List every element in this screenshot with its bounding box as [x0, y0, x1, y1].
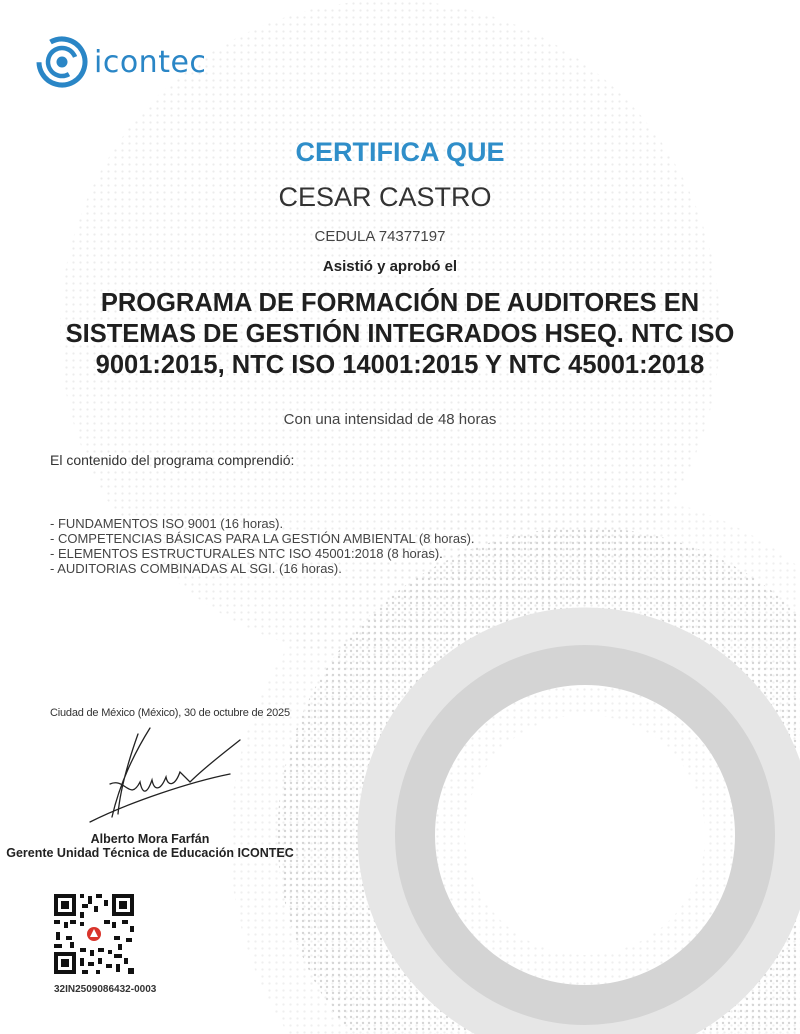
icontec-logo-icon — [36, 36, 88, 88]
content-label: El contenido del programa comprendió: — [50, 452, 295, 468]
signer-role: Gerente Unidad Técnica de Educación ICONTEC — [6, 846, 294, 860]
attended-label: Asistió y aprobó el — [322, 258, 458, 275]
verification-qr-code[interactable] — [52, 892, 136, 976]
logo-text: icontec — [94, 44, 207, 80]
recipient-name: CESAR CASTRO — [278, 182, 492, 212]
icontec-logo — [36, 36, 206, 88]
recipient-id: CEDULA 74377197 — [314, 228, 446, 245]
module-item: - FUNDAMENTOS ISO 9001 (16 horas). — [50, 516, 284, 531]
module-list — [50, 516, 475, 576]
module-item: - ELEMENTOS ESTRUCTURALES NTC ISO 45001:2018 (8 horas). — [50, 546, 443, 561]
program-title-line: PROGRAMA DE FORMACIÓN DE AUDITORES EN — [100, 289, 700, 317]
certificate-heading: CERTIFICA QUE — [295, 137, 505, 167]
program-title-line: SISTEMAS DE GESTIÓN INTEGRADOS HSEQ. NTC ISO — [65, 320, 735, 348]
signature-image — [80, 722, 250, 832]
verification-code: 32IN2509086432-0003 — [54, 984, 157, 995]
program-intensity: Con una intensidad de 48 horas — [283, 411, 497, 428]
program-title-line: 9001:2015, NTC ISO 14001:2015 Y NTC 45001:2018 — [95, 351, 705, 379]
signer-name: Alberto Mora Farfán — [90, 832, 210, 846]
place-date: Ciudad de México (México), 30 de octubre de 2025 — [50, 707, 290, 719]
module-item: - AUDITORIAS COMBINADAS AL SGI. (16 horas). — [50, 561, 342, 576]
module-item: - COMPETENCIAS BÁSICAS PARA LA GESTIÓN AMBIENTAL (8 horas). — [50, 531, 475, 546]
program-title — [30, 288, 770, 381]
